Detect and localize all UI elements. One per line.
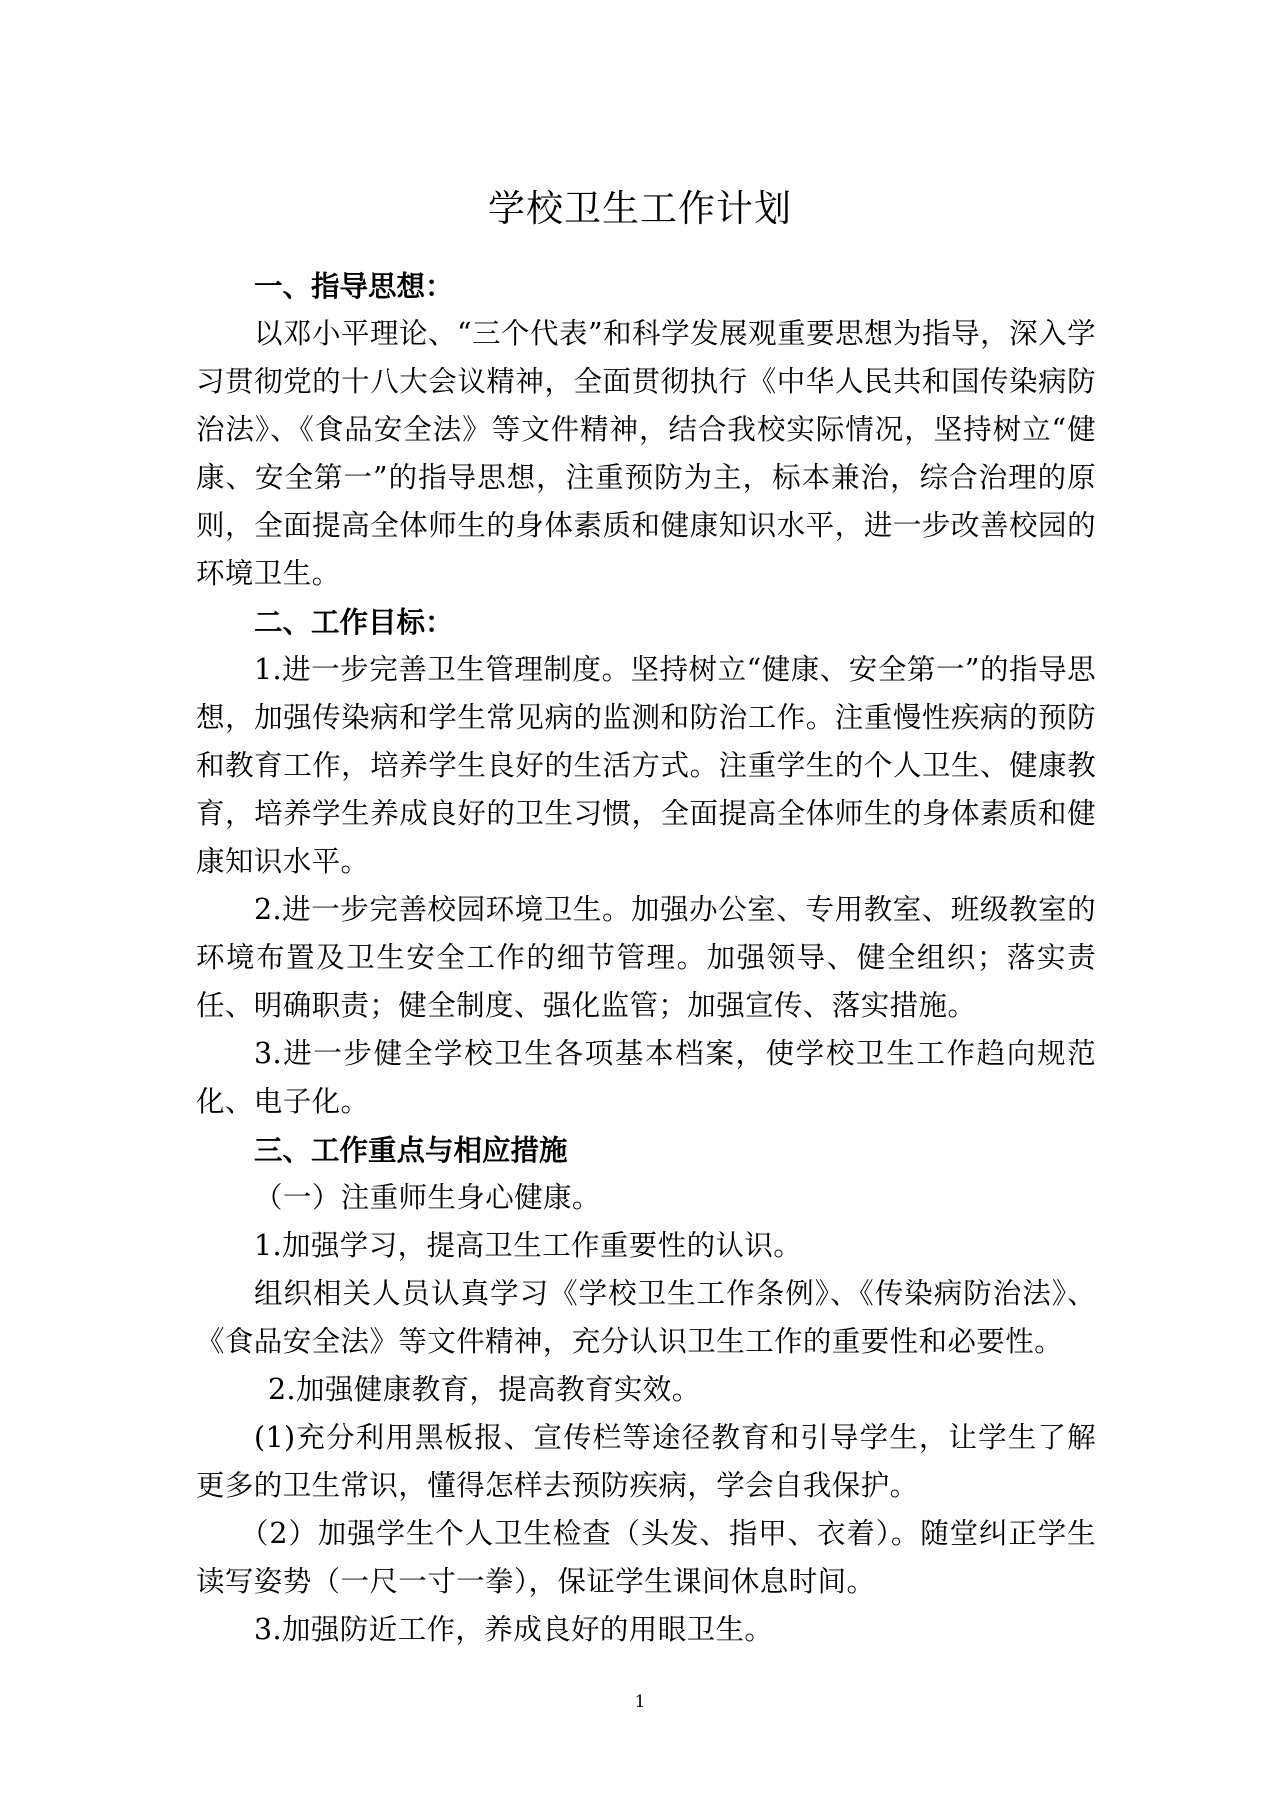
- paragraph-health-education-2: （2）加强学生个人卫生检查（头发、指甲、衣着）。随堂纠正学生读写姿势（一尺一寸一拳），保证学生课间休息时间。: [196, 1517, 1096, 1598]
- paragraph-goal-2: 2.进一步完善校园环境卫生。加强办公室、专用教室、班级教室的环境布置及卫生安全工作的细节管理。加强领导、健全组织；落实责任、明确职责；健全制度、强化监管；加强宣传、落实措施。: [196, 893, 1096, 1022]
- section-heading-guiding-ideology: 一、指导思想：: [254, 269, 454, 303]
- document-title: 学校卫生工作计划: [488, 186, 792, 230]
- paragraph-goal-3: 3.进一步健全学校卫生各项基本档案，使学校卫生工作趋向规范化、电子化。: [196, 1037, 1096, 1118]
- paragraph-guiding-ideology: 以邓小平理论、“三个代表”和科学发展观重要思想为指导，深入学习贯彻党的十八大会议精神，全面贯彻执行《中华人民共和国传染病防治法》、《食品安全法》等文件精神，结合我校实际情况，坚持树立“健康、安全第一”的指导思想，注重预防为主，标本兼治，综合治理的原则，全面提高全体师生的身体素质和健康知识水平，进一步改善校园的环境卫生。: [196, 317, 1096, 590]
- paragraph-health-education-1: (1)充分利用黑板报、宣传栏等途径教育和引导学生，让学生了解更多的卫生常识，懂得怎样去预防疾病，学会自我保护。: [196, 1421, 1096, 1502]
- section-heading-key-measures: 三、工作重点与相应措施: [254, 1133, 568, 1167]
- paragraph-study: 组织相关人员认真学习《学校卫生工作条例》、《传染病防治法》、《食品安全法》等文件精神，充分认识卫生工作的重要性和必要性。: [196, 1277, 1096, 1358]
- document-body: [196, 262, 1096, 1654]
- item-heading-myopia-prevention: 3.加强防近工作，养成良好的用眼卫生。: [254, 1613, 774, 1646]
- paragraph-goal-1: 1.进一步完善卫生管理制度。坚持树立“健康、安全第一”的指导思想，加强传染病和学生常见病的监测和防治工作。注重慢性疾病的预防和教育工作，培养学生良好的生活方式。注重学生的个人卫生、健康教育，培养学生养成良好的卫生习惯，全面提高全体师生的身体素质和健康知识水平。: [196, 653, 1096, 878]
- item-heading-study: 1.加强学习，提高卫生工作重要性的认识。: [254, 1229, 803, 1262]
- item-heading-health-education: 2.加强健康教育，提高教育实效。: [268, 1373, 701, 1406]
- subsection-heading-health: （一）注重师生身心健康。: [254, 1181, 601, 1214]
- page-number: 1: [634, 1692, 646, 1712]
- section-heading-work-goals: 二、工作目标：: [254, 605, 454, 639]
